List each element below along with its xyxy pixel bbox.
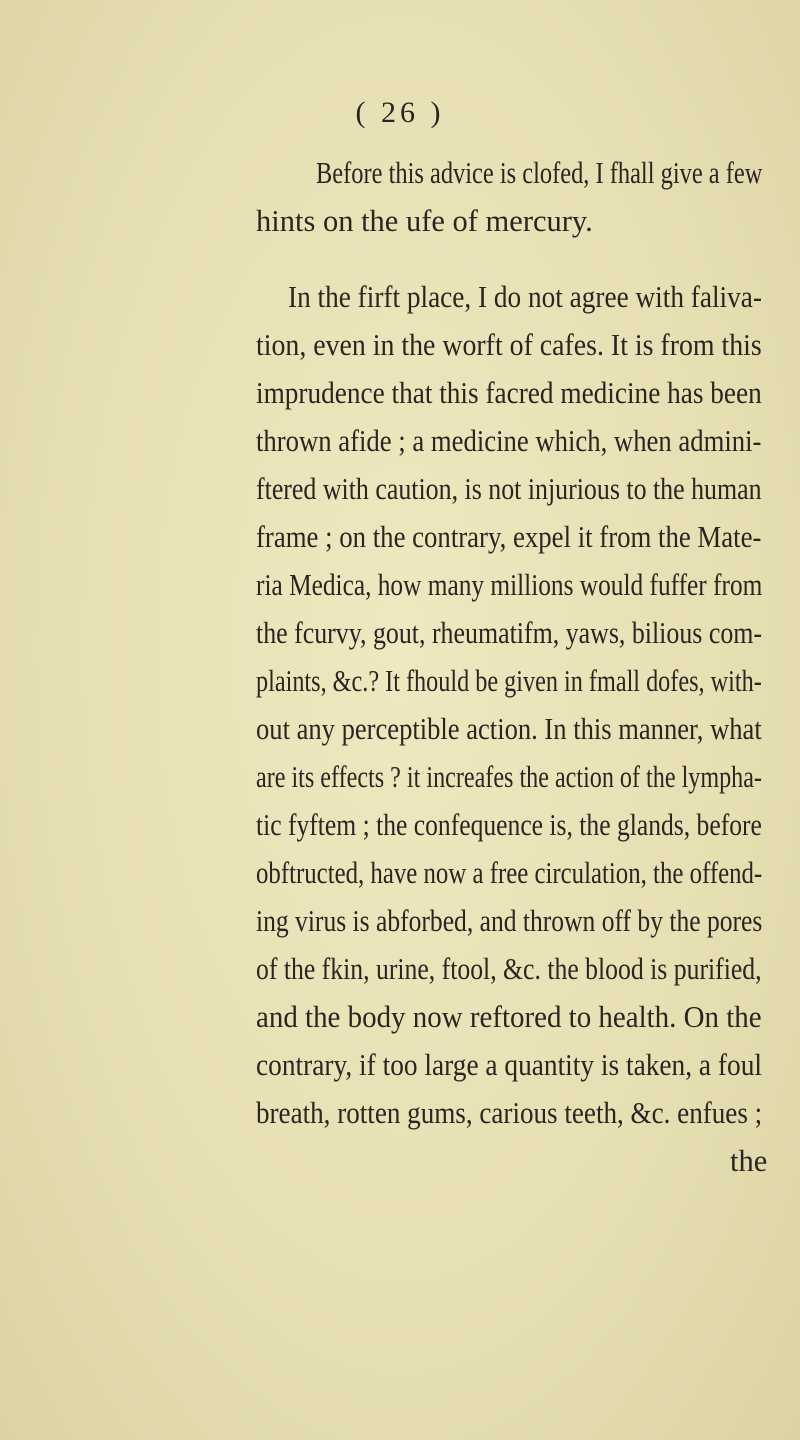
text-line-10: the fcurvy, gout, rheumatifm, yaws, bilious com- (256, 616, 763, 650)
text-line-20: breath, rotten gums, carious teeth, &c. enfues ; (256, 1096, 763, 1130)
catchword: the (730, 1144, 768, 1178)
text-line-13: are its effects ? it increafes the action of the lympha- (256, 760, 762, 794)
text-line-17: of the fkin, urine, ftool, &c. the blood is purified, (256, 952, 762, 986)
text-line-4: tion, even in the worft of cafes. It is from this (256, 328, 762, 362)
text-line-5: imprudence that this facred medicine has been (256, 376, 762, 410)
text-line-16: ing virus is abforbed, and thrown off by the pores (256, 904, 763, 938)
text-line-3: In the firft place, I do not agree with faliva- (288, 280, 762, 314)
text-line-14: tic fyftem ; the confequence is, the glands, before (256, 808, 762, 842)
text-line-11: plaints, &c.? It fhould be given in fmall dofes, with- (256, 664, 762, 698)
text-line-2: hints on the ufe of mercury. (256, 204, 593, 238)
text-line-12: out any perceptible action. In this manner, what (256, 712, 762, 746)
text-line-7: ftered with caution, is not injurious to the human (256, 472, 762, 506)
text-line-15: obftructed, have now a free circulation, the offend- (256, 856, 763, 890)
text-line-8: frame ; on the contrary, expel it from the Mate- (256, 520, 762, 554)
text-line-1: Before this advice is clofed, I fhall give a few (316, 156, 763, 190)
text-line-18: and the body now reftored to health. On the (256, 1000, 762, 1034)
page-number: ( 26 ) (355, 96, 445, 129)
text-line-19: contrary, if too large a quantity is taken, a foul (256, 1048, 762, 1082)
text-line-9: ria Medica, how many millions would fuffer from (256, 568, 763, 602)
text-line-6: thrown afide ; a medicine which, when admini- (256, 424, 762, 458)
